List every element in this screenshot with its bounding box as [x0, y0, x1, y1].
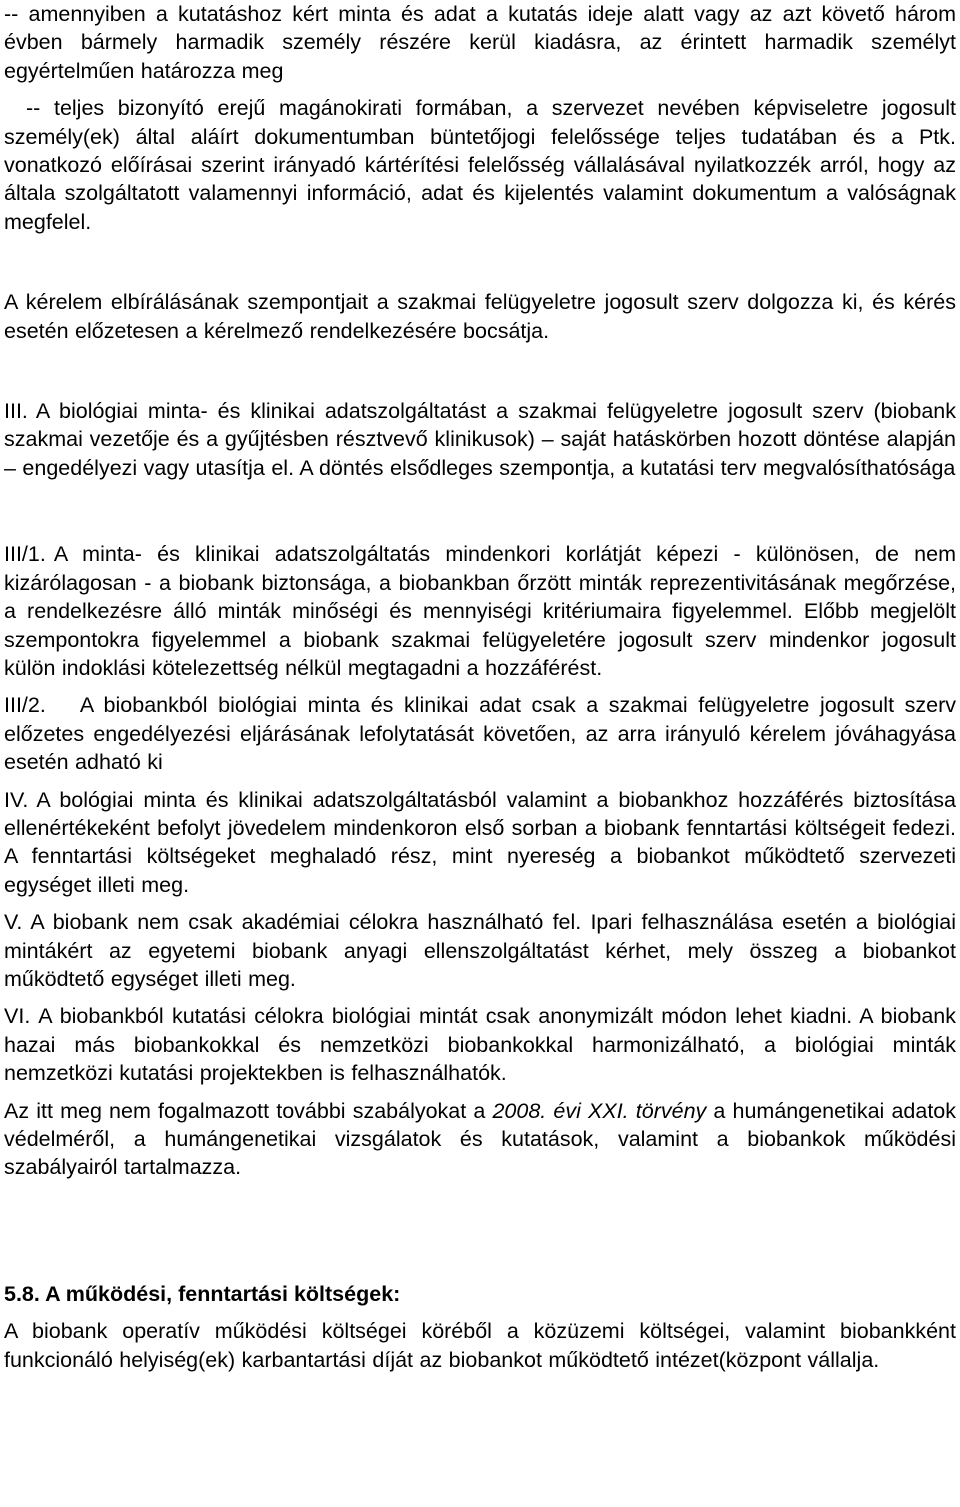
- paragraph-section-iv: [4, 786, 956, 900]
- section-number: VI.: [4, 1004, 31, 1029]
- section-heading-5-8: [4, 1280, 956, 1308]
- paragraph-section-iii-2: [4, 691, 956, 776]
- section-text: A bológiai minta és klinikai adatszolgáltatásból valamint a biobankhoz hozzáférés biztosítása ellenértékeként befolyt jövedelem mindenkoron első sorban a biobank fenntartási költségeit fedezi. A fenntartási költségeket meghaladó rész, mint nyereség a biobankot működtető szervezeti egységet illeti meg.: [4, 787, 956, 897]
- document-page: [4, 0, 956, 1374]
- section-text: A biobankból biológiai minta és klinikai adat csak a szakmai felügyeletre jogosult szerv előzetes engedélyezési eljárásának lefolytatását követően, az arra irányuló kérelem jóváhagyása esetén adható ki: [4, 693, 956, 775]
- section-number: III/2.: [4, 693, 46, 718]
- section-text: A biobankból kutatási célokra biológiai mintát csak anonymizált módon lehet kiadni. A biobank hazai más biobankokkal és nemzetközi biobankokkal harmonizálható, a biológiai minták nemzetközi kutatási projektekben is felhasználhatók.: [4, 1004, 956, 1086]
- reference-text-start: Az itt meg nem fogalmazott további szabályokat a: [4, 1098, 493, 1123]
- reference-text-end: a humángenetikai adatok védelméről, a humángenetikai vizsgálatok és kutatások, valamint a biobankok működési szabályairól tartalmazza.: [4, 1098, 956, 1180]
- section-number: V.: [4, 910, 23, 935]
- paragraph-operating-costs: A biobank operatív működési költségei köréből a közüzemi költségei, valamint biobankként funkcionáló helyiség(ek) karbantartási díját az biobankot működtető intézet(központ vállalja.: [4, 1319, 956, 1372]
- section-number: III/1.: [4, 542, 46, 567]
- law-citation: 2008. évi XXI.: [492, 1098, 629, 1123]
- section-text: A biológiai minta- és klinikai adatszolgáltatást a szakmai felügyeletre jogosult szerv (biobank szakmai vezetője és a gyűjtésben résztvevő klinikusok) – saját hatáskörben hozott döntése alapján – engedélyezi vagy utasítja el. A döntés elsődleges szempontja, a kutatási terv megvalósíthatósága: [4, 399, 956, 480]
- heading-number: 5.8.: [4, 1281, 40, 1306]
- section-text: A minta- és klinikai adatszolgáltatás mindenkori korlátját képezi - különösen, de nem kizárólagosan - a biobank biztonsága, a biobankban őrzött minták reprezentivitásának megőrzése, a rendelkezésre álló minták minőségi és mennyiségi kritériumaira figyelemmel. Előbb megjelölt szempontokra figyelemmel a biobank szakmai felügyeletére jogosult szerv mindenkor jogosult külön indoklási kötelezettség nélkül megtagadni a hozzáférést.: [4, 542, 956, 680]
- section-number: III.: [4, 399, 28, 424]
- heading-title: A működési, fenntartási költségek:: [45, 1281, 401, 1306]
- paragraph-section-iii: [4, 397, 956, 482]
- paragraph-section-vi: [4, 1002, 956, 1087]
- paragraph-third-party: -- amennyiben a kutatáshoz kért minta és adat a kutatás ideje alatt vagy az azt követő három évben bármely harmadik személy részére kerül kiadásra, az érintett harmadik személyt egyértelműen határozza meg: [4, 2, 956, 83]
- paragraph-section-v: [4, 908, 956, 993]
- section-text: A biobank nem csak akadémiai célokra használható fel. Ipari felhasználása esetén a biológiai mintákért az egyetemi biobank anyagi ellenszolgáltatást kérhet, mely összeg a biobankot működtető egységet illeti meg.: [4, 910, 956, 991]
- paragraph-evaluation-criteria: A kérelem elbírálásának szempontjait a szakmai felügyeletre jogosult szerv dolgozza ki, és kérés esetén előzetesen a kérelmező rendelkezésére bocsátja.: [4, 290, 956, 343]
- paragraph-section-iii-1: [4, 540, 956, 682]
- paragraph-legal-reference: [4, 1097, 956, 1182]
- law-word: törvény: [635, 1098, 707, 1123]
- section-number: IV.: [4, 787, 29, 812]
- paragraph-declaration: -- teljes bizonyító erejű magánokirati formában, a szervezet nevében képviseletre jogosult személy(ek) által aláírt dokumentumban büntetőjogi felelőssége teljes tudatában és a Ptk. vonatkozó előírásai szerint irányadó kártérítési felelősség vállalásával nyilatkozzék arról, hogy az általa szolgáltatott valamennyi információ, adat és kijelentés valamint dokumentum a valóságnak megfelel.: [4, 96, 956, 234]
- spacer-text: [629, 1099, 636, 1123]
